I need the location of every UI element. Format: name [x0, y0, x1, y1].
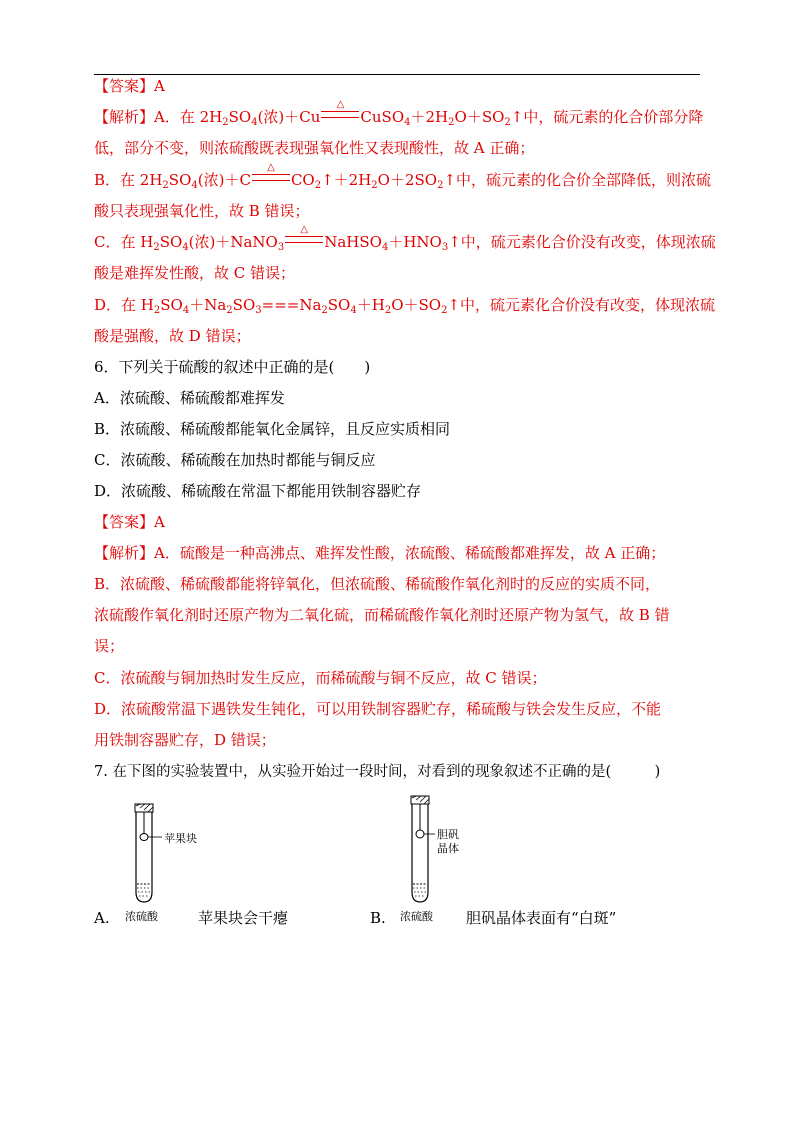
q6-analysis-a: 【解析】A．硫酸是一种高沸点、难挥发性酸，浓硫酸、稀硫酸都难挥发，故 A 正确；	[94, 544, 666, 562]
analysis-b-line1: B．在 $2H_2SO_4$(浓)＋C △ $CO_2↑+2H_2O+2SO_2↑$中，硫元素的化合价全部降低，则浓硫	[94, 162, 712, 191]
analysis-c-line2: 酸是难挥发性酸，故 C 错误；	[94, 264, 296, 282]
analysis-d-line2: 酸是强酸，故 D 错误；	[94, 327, 251, 345]
q7-option-b-letter: B.	[370, 909, 386, 927]
q6-analysis-b-line1: B．浓硫酸、稀硫酸都能将锌氧化，但浓硫酸、稀硫酸作氧化剂时的反应的实质不同，	[94, 575, 661, 593]
q6-option-c: C．浓硫酸、稀硫酸在加热时都能与铜反应	[94, 451, 376, 469]
crystal-label-line1: 胆矾	[437, 828, 459, 841]
q7-stem: 7. 在下图的实验装置中，从实验开始过一段时间，对看到的现象叙述不正确的是( )	[94, 764, 661, 780]
q6-analysis-c: C．浓硫酸与铜加热时发生反应，而稀硫酸与铜不反应，故 C 错误；	[94, 669, 547, 687]
header-rule	[94, 74, 700, 75]
analysis-d-line1: D．在 $H_2SO_4+Na_2SO_3===Na_2SO_4+H_2O+SO_2↑$中，硫元素化合价没有改变，体现浓硫	[94, 296, 716, 316]
q6-analysis-d-line2: 用铁制容器贮存，D 错误；	[94, 731, 276, 749]
heat-arrow: △	[320, 107, 360, 127]
acid-label-b: 浓硫酸	[400, 910, 433, 923]
test-tube-apple-figure	[122, 800, 182, 910]
q6-option-a: A．浓硫酸、稀硫酸都难挥发	[94, 389, 285, 407]
q6-analysis-b-line3: 误；	[94, 637, 125, 655]
analysis-a-line2: 低，部分不变，则浓硫酸既表现强氧化性又表现酸性，故 A 正确；	[94, 139, 535, 157]
apple-label: 苹果块	[164, 832, 197, 845]
q6-stem: 6．下列关于硫酸的叙述中正确的是( )	[94, 358, 371, 376]
heat-arrow: △	[251, 170, 291, 190]
q7-option-b-text: 胆矾晶体表面有“白斑”	[466, 909, 617, 927]
analysis-c-line1: C．在 $H_2SO_4$(浓)＋NaNO$_3$ △ $NaHSO_4+HNO_3↑$中，硫元素化合价没有改变，体现浓硫	[94, 224, 716, 253]
q6-analysis-b-line2: 浓硫酸作氧化剂时还原产物为二氧化硫，而稀硫酸作氧化剂时还原产物为氢气，故 B 错	[94, 606, 670, 624]
heat-arrow: △	[284, 232, 324, 252]
crystal-label-line2: 晶体	[437, 842, 459, 855]
acid-label-a: 浓硫酸	[125, 910, 158, 923]
analysis-b-line2: 酸只表现强氧化性，故 B 错误；	[94, 202, 310, 220]
q6-option-d: D．浓硫酸、稀硫酸在常温下都能用铁制容器贮存	[94, 482, 422, 500]
q6-analysis-d-line1: D．浓硫酸常温下遇铁发生钝化，可以用铁制容器贮存，稀硫酸与铁会发生反应，不能	[94, 700, 662, 718]
q7-option-a-text: 苹果块会干瘪	[198, 909, 289, 927]
analysis-a-line1: 【解析】A．在 $2H_2SO_4$(浓)＋Cu △ $CuSO_4+2H_2O+SO_2↑$中，硫元素的化合价部分降	[94, 99, 704, 128]
q7-option-a-letter: A.	[94, 909, 110, 927]
answer-label: 【答案】A	[94, 77, 165, 95]
q6-answer: 【答案】A	[94, 513, 165, 531]
q6-option-b: B．浓硫酸、稀硫酸都能氧化金属锌，且反应实质相同	[94, 420, 451, 438]
